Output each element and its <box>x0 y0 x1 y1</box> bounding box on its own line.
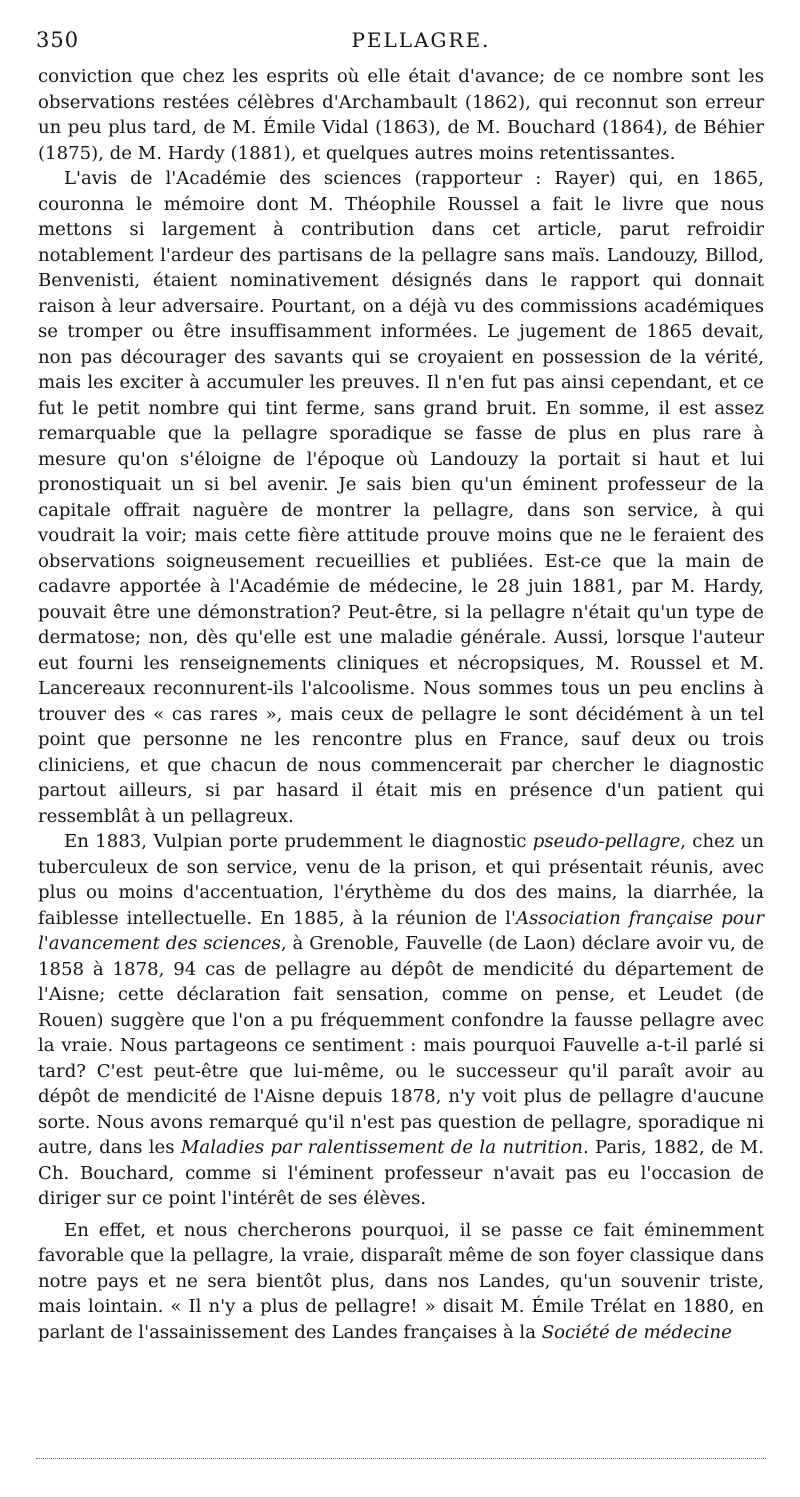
running-title: PELLAGRE. <box>351 28 491 52</box>
italic-run: Maladies par ralentissement de la nutrition <box>180 1137 583 1158</box>
italic-run: Association française pour l'avancement des sciences <box>38 907 764 954</box>
page-number: 350 <box>36 28 80 52</box>
text-run: En 1883, Vulpian porte prudemment le diagnostic <box>64 831 533 852</box>
paragraph-continuation <box>38 64 764 166</box>
paragraph-vulpian <box>38 829 764 1212</box>
text-run: , à Grenoble, Fauvelle (de Laon) déclare avoir vu, de 1858 à 1878, 94 cas de pellagre au dépôt de mendicité du département de l'Aisne; cette déclaration fait sensation, comme on pense, et Leudet (de Rouen) suggère que l'on a pu fréquemment confondre la fausse pellagre avec la vraie. Nous partageons ce sentiment : mais pourquoi Fauvelle a-t-il parlé si tard? C'est peut-être que lui-même, ou le successeur qu'il paraît avoir au dépôt de mendicité de l'Aisne depuis 1878, n'y voit plus de pellagre d'aucune sorte. Nous avons remarqué qu'il n'est pas question de pellagre, sporadique ni autre, dans les <box>38 933 764 1158</box>
text-run: conviction que chez les esprits où elle était d'avance; de ce nombre sont les observations restées célèbres d'Archambault (1862), qui reconnut son erreur un peu plus tard, de M. Émile Vidal (1863), de M. Bouchard (1864), de Béhier (1875), de M. Hardy (1881), et quelques autres moins retentissantes. <box>38 66 764 164</box>
text-run: . Paris, 1882, de M. Ch. Bouchard, comme si l'éminent professeur n'avait pas eu l'occasion de diriger sur ce point l'intérêt de ses élèves. <box>38 1137 764 1209</box>
paragraph-academie <box>38 166 764 829</box>
text-run: , chez un tuberculeux de son service, venu de la prison, et qui présentait réunis, avec plus ou moins d'accentuation, l'érythème du dos des mains, la diarrhée, la faiblesse intellectuelle. En 1885, à la réunion de l' <box>38 831 764 929</box>
text-run: L'avis de l'Académie des sciences (rapporteur : Rayer) qui, en 1865, couronna le mémoire dont M. Théophile Roussel a fait le livre que nous mettons si largement à contribution dans cet article, parut refroidir notablement l'ardeur des partisans de la pellagre sans maïs. Landouzy, Billod, Benvenisti, étaient nominativement désignés dans le rapport qui donnait raison à leur adversaire. Pourtant, on a déjà vu des commissions académiques se tromper ou être insuffisamment informées. Le jugement de 1865 devait, non pas décourager des savants qui se croyaient en possession de la vérité, mais les exciter à accumuler les preuves. Il n'en fut pas ainsi cependant, et ce fut le petit nombre qui tint ferme, sans grand bruit. En somme, il est assez remarquable que la pellagre sporadique se fasse de plus en plus rare à mesure qu'on s'éloigne de l'époque où Landouzy la portait si haut et lui pronostiquait un si bel avenir. Je sais bien qu'un éminent professeur de la capitale offrait naguère de montrer la pellagre, dans son service, à qui voudrait la voir; mais cette fière attitude prouve moins que ne le feraient des observations soigneusement recueillies et publiées. Est-ce que la main de cadavre apportée à l'Académie de médecine, le 28 juin 1881, par M. Hardy, pouvait être une démonstration? Peut-être, si la pellagre n'était qu'un type de dermatose; non, dès qu'elle est une maladie générale. Aussi, lorsque l'auteur eut fourni les renseignements cliniques et nécropsiques, M. Roussel et M. Lancereaux reconnurent-ils l'alcoolisme. Nous sommes tous un peu enclins à trouver des « cas rares », mais ceux de pellagre le sont décidément à un tel point que personne ne les rencontre plus en France, sauf deux ou trois cliniciens, et que chacun de nous commencerait par chercher le diagnostic partout ailleurs, si par hasard il était mis en présence d'un patient qui ressemblât à un pellagreux. <box>38 168 764 827</box>
body-text <box>38 64 764 1345</box>
text-run: En effet, et nous chercherons pourquoi, il se passe ce fait éminemment favorable que la pellagre, la vraie, disparaît même de son foyer classique dans notre pays et ne sera bientôt plus, dans nos Landes, qu'un souvenir triste, mais lointain. « Il n'y a plus de pellagre! » disait M. Émile Trélat en 1880, en parlant de l'assainissement des Landes françaises à la <box>38 1219 764 1343</box>
page-header <box>36 28 766 58</box>
paragraph-en-effet <box>38 1218 764 1346</box>
footer-dotted-rule <box>36 1458 766 1459</box>
italic-run: Société de médecine <box>541 1321 732 1343</box>
italic-run: pseudo-pellagre <box>532 831 681 852</box>
